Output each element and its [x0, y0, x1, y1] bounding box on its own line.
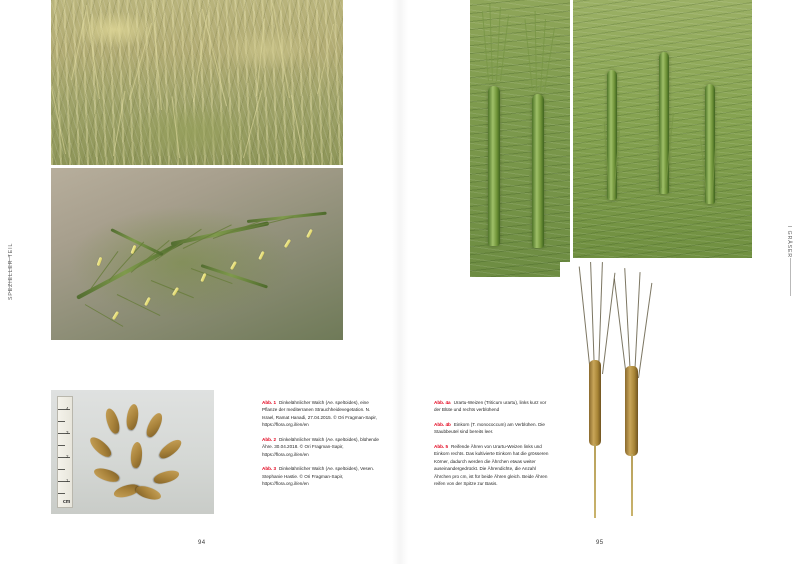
- caption-label: Abb. 4a: [434, 400, 451, 405]
- caption-text: Dinkelähnlicher Walch (Ae. speltoides), blühende Ähre. 30.04.2018. © Ori Fragman-Sapir, https://flora.org.il/en/en: [262, 436, 379, 457]
- right-page: [400, 0, 800, 564]
- figure-3-grains-photo: [51, 390, 214, 514]
- right-tab-rule: [790, 258, 791, 296]
- right-running-head: I GRÄSER: [786, 226, 792, 258]
- caption-abb-4b: [434, 421, 552, 436]
- figure-4b-green-field-photo: [573, 0, 752, 258]
- left-running-head: SPEZIELLER TEIL: [8, 242, 14, 300]
- caption-abb-5: [434, 443, 552, 488]
- caption-abb-2: [262, 436, 380, 458]
- figure-4a-green-spikes-photo: [470, 0, 570, 277]
- figure-2-flowering-spike-photo: [51, 168, 343, 340]
- caption-abb-4a: [434, 399, 552, 414]
- figure-5-ripe-ears-photo: [560, 262, 680, 524]
- left-caption-block: [262, 399, 380, 487]
- caption-label: Abb. 2: [262, 436, 277, 442]
- right-caption-block: [434, 399, 552, 487]
- caption-label: Abb. 5: [434, 443, 449, 449]
- caption-text: Dinkelähnlicher Walch (Ae. speltoides), Vesen. Stephanie Hastie. © Ori Fragman-Sapir, https://flora.org.il/en/en: [262, 466, 375, 486]
- caption-abb-1: [262, 399, 380, 429]
- figure-1-meadow-photo: [51, 0, 343, 165]
- caption-label: Abb. 4b: [434, 421, 451, 427]
- caption-text: Dinkelähnlicher Walch (Ae. speltoides), eine Pflanze der mediterranen Strauchheidevegetation. N. Israel, Ramat Hanadi, 27.04.2015. © Ori Fragman-Sapir, https://flora.org.il/en/en: [262, 400, 377, 428]
- caption-text: Reifende Ähren von Urartu-Weizen links und Einkorn rechts. Das kultivierte Einkorn hat die grösseren Körner, dadurch werden die Ährchen etwas weiter auseinandergedrückt. Die Ährendichte, die Anzahl Ährchen pro cm, ist für beide Ähren gleich. Beide Ähren reifen von der Spitze zur Basis.: [434, 443, 549, 486]
- caption-abb-3: [262, 465, 380, 487]
- caption-text: Urartu-Weizen (Triticum urartu), links kurz vor der Blüte und rechts verblühend: [434, 400, 547, 413]
- ruler-scale: 4 3 2 1 cm: [57, 396, 73, 508]
- page-number-right: 95: [596, 540, 604, 546]
- caption-label: Abb. 3: [262, 466, 277, 472]
- caption-text: Einkorn (T. monococcum) am Verblühen. Die Staubbeutel sind bereits leer.: [434, 421, 545, 435]
- caption-label: Abb. 1: [262, 400, 277, 405]
- page-number-left: 94: [198, 540, 206, 546]
